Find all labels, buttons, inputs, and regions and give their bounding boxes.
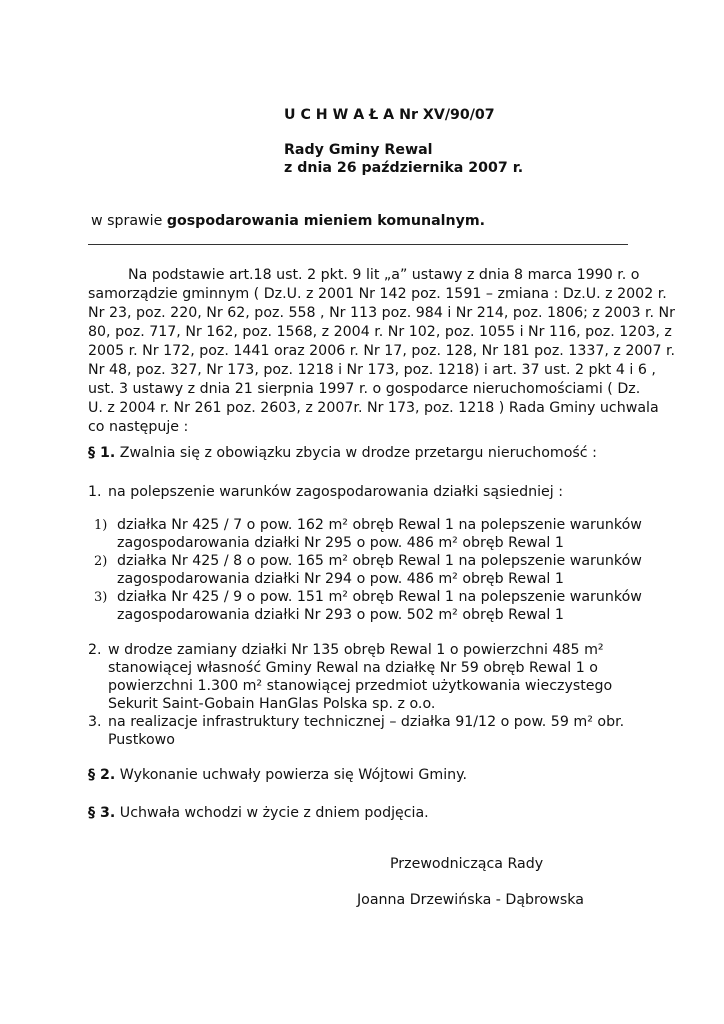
item-3-line: na realizacje infrastruktury technicznej – działka 91/12 o pow. 59 m² obr. — [108, 714, 625, 730]
preamble-line: ust. 3 ustawy z dnia 21 sierpnia 1997 r. o gospodarce nieruchomościami ( Dz. — [88, 381, 641, 397]
preamble-line: Na podstawie art.18 ust. 2 pkt. 9 lit „a” ustawy z dnia 8 marca 1990 r. o — [128, 267, 640, 283]
section-3 — [88, 804, 429, 822]
item-3-number: 3. — [88, 714, 102, 730]
resolution-date: z dnia 26 października 2007 r. — [284, 160, 524, 176]
subitem-2-line1: działka Nr 425 / 8 o pow. 165 m² obręb Rewal 1 na polepszenie warunków — [117, 553, 642, 569]
preamble-line: U. z 2004 r. Nr 261 poz. 2603, z 2007r. Nr 173, poz. 1218 ) Rada Gminy uchwala — [88, 400, 659, 416]
subitem-1-line1: działka Nr 425 / 7 o pow. 162 m² obręb Rewal 1 na polepszenie warunków — [117, 517, 642, 533]
subject-line — [91, 212, 485, 230]
item-1-text: na polepszenie warunków zagospodarowania działki sąsiedniej : — [108, 484, 563, 500]
item-2-number: 2. — [88, 642, 102, 658]
item-1-number: 1. — [88, 484, 102, 500]
subitem-2-number: 2) — [94, 554, 108, 569]
section-1-text: Zwalnia się z obowiązku zbycia w drodze przetargu nieruchomość : — [115, 445, 597, 461]
preamble-line: 80, poz. 717, Nr 162, poz. 1568, z 2004 r. Nr 102, poz. 1055 i Nr 116, poz. 1203, z — [88, 324, 672, 340]
subitem-1-number: 1) — [94, 518, 108, 533]
signature-role: Przewodnicząca Rady — [390, 856, 544, 872]
preamble-line: samorządzie gminnym ( Dz.U. z 2001 Nr 142 poz. 1591 – zmiana : Dz.U. z 2002 r. — [88, 286, 667, 302]
section-1 — [88, 444, 597, 462]
section-3-mark: § 3. — [88, 805, 116, 821]
signature-name: Joanna Drzewińska - Dąbrowska — [357, 892, 584, 908]
preamble-line: Nr 23, poz. 220, Nr 62, poz. 558 , Nr 113 poz. 984 i Nr 214, poz. 1806; z 2003 r. Nr — [88, 305, 675, 321]
preamble-line: 2005 r. Nr 172, poz. 1441 oraz 2006 r. Nr 17, poz. 128, Nr 181 poz. 1337, z 2007 r. — [88, 343, 676, 359]
preamble-line: co następuje : — [88, 419, 189, 435]
item-2-line: stanowiącej własność Gminy Rewal na działkę Nr 59 obręb Rewal 1 o — [108, 660, 598, 676]
section-2-mark: § 2. — [88, 767, 116, 783]
subject-prefix: w sprawie — [91, 213, 167, 229]
resolution-title: U C H W A Ł A Nr XV/90/07 — [284, 107, 495, 123]
preamble-line: Nr 48, poz. 327, Nr 173, poz. 1218 i Nr 173, poz. 1218) i art. 37 ust. 2 pkt 4 i 6 , — [88, 362, 656, 378]
section-3-text: Uchwała wchodzi w życie z dniem podjęcia. — [115, 805, 429, 821]
subject-bold: gospodarowania mieniem komunalnym. — [166, 213, 486, 229]
divider-line — [88, 244, 628, 245]
section-1-mark: § 1. — [88, 445, 116, 461]
subitem-1-line2: zagospodarowania działki Nr 295 o pow. 486 m² obręb Rewal 1 — [117, 535, 564, 551]
section-2 — [88, 766, 467, 784]
subitem-2-line2: zagospodarowania działki Nr 294 o pow. 486 m² obręb Rewal 1 — [117, 571, 564, 587]
item-2-line: powierzchni 1.300 m² stanowiącej przedmiot użytkowania wieczystego — [108, 678, 613, 694]
subitem-3-line1: działka Nr 425 / 9 o pow. 151 m² obręb Rewal 1 na polepszenie warunków — [117, 589, 642, 605]
subitem-3-line2: zagospodarowania działki Nr 293 o pow. 502 m² obręb Rewal 1 — [117, 607, 564, 623]
section-2-text: Wykonanie uchwały powierza się Wójtowi Gminy. — [115, 767, 468, 783]
item-2-line: w drodze zamiany działki Nr 135 obręb Rewal 1 o powierzchni 485 m² — [108, 642, 604, 658]
issuing-body: Rady Gminy Rewal — [284, 142, 433, 158]
item-3-line: Pustkowo — [108, 732, 175, 748]
preamble — [88, 266, 676, 437]
subitem-3-number: 3) — [94, 590, 108, 605]
item-2-line: Sekurit Saint-Gobain HanGlas Polska sp. z o.o. — [108, 696, 436, 712]
